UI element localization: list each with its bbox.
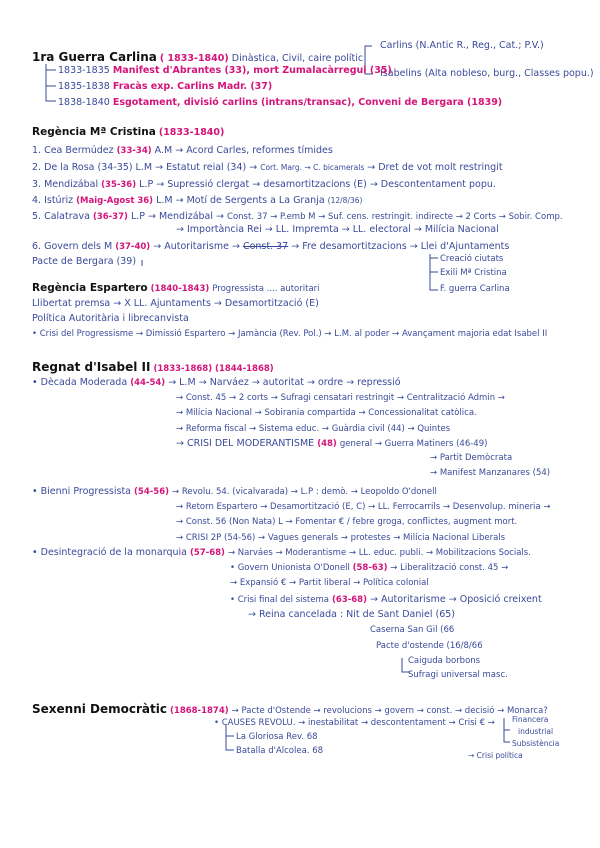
pacte-bergara: Pacte de Bergara (39) — [32, 256, 137, 267]
list-item-continued: → Reforma fiscal → Sistema educ. → Guàrdia civil (44) → Quintes — [176, 424, 451, 434]
list-item: • Dècada Moderada (44-54) → L.M → Narváez → autoritat → ordre → repressió — [32, 377, 401, 388]
list-item-continued: → CRISI DEL MODERANTISME (48) general → Guerra Matiners (46-49) — [176, 438, 488, 449]
date-range: (1833-1868) (1844-1868) — [153, 364, 274, 374]
list-item-continued: → CRISI 2P (54-56) → Vagues generals → protestes → Milícia Nacional Liberals — [176, 533, 506, 543]
result-item: Exili Mª Cristina — [440, 268, 507, 278]
list-item: • Crisi del Progressisme → Dimissió Espartero → Jamància (Rev. Pol.) → L.M. al poder → Avançament majoria edat Isabel II — [32, 329, 548, 339]
list-item-continued: → Manifest Manzanares (54) — [430, 468, 551, 478]
section-title: Regència Espartero — [32, 282, 148, 294]
section-regnat-isabel — [32, 360, 274, 375]
section-regencia-cristina — [32, 127, 224, 138]
list-item-continued: • Crisi final del sistema (63-68) → Autoritarisme → Oposició creixent — [230, 594, 542, 605]
date-range: (1840-1843) — [150, 284, 210, 294]
list-item-continued: Sufragi universal masc. — [408, 670, 508, 680]
list-item: • Bienni Progressista (54-56) → Revolu. 54. (vicalvarada) → L.P : demò. → Leopoldo O'donell — [32, 486, 437, 497]
result-item: F. guerra Carlina — [440, 284, 510, 294]
section-title: Regnat d'Isabel II — [32, 360, 151, 374]
result-item: Creació ciutats — [440, 254, 504, 264]
list-item-continued: Caiguda borbons — [408, 656, 481, 666]
list-item: 2. De la Rosa (34-35) L.M → Estatut reial (34) → Cort. Marg. → C. bicamerals → Dret de vot molt restringit — [32, 162, 503, 173]
list-item-continued: Batalla d'Alcolea. 68 — [236, 746, 324, 756]
section-guerra-carlina — [32, 50, 363, 64]
list-item-continued: Pacte d'ostende (16/8/66 — [376, 641, 483, 651]
list-item: 3. Mendizábal (35-36) L.P → Supressió clergat → desamortitzacions (E) → Descontentament popu. — [32, 179, 496, 190]
section-title: Sexenni Democràtic — [32, 702, 167, 716]
list-item: 1. Cea Bermúdez (33-34) A.M → Acord Carles, reformes tímides — [32, 145, 333, 156]
date-range: ( 1833-1840) — [159, 53, 229, 64]
note-text: Dinàstica, Civil, caire polític — [231, 53, 364, 64]
date-range: (1833-1840) — [158, 127, 225, 138]
list-item-continued: → Reina cancelada : Nit de Sant Daniel (65) — [248, 609, 455, 620]
list-item: 5. Calatrava (36-37) L.P → Mendizábal → Const. 37 → P.emb M → Suf. cens. restringit. indirecte → 2 Corts → Sobir. Comp. — [32, 211, 563, 222]
section-regencia-espartero: Regència Espartero (1840-1843) Progressista .... autoritari — [32, 282, 320, 294]
list-item-continued: → Const. 56 (Non Nata) L → Fomentar € / febre groga, conflictes, augment mort. — [176, 517, 518, 527]
phase-line: 1833-1835 Manifest d'Abrantes (33), mort Zumalacàrregui (35) — [58, 65, 392, 76]
list-item-continued: → Expansió € → Partit liberal → Política colonial — [230, 578, 429, 588]
crisis-item: Subsistència — [512, 739, 560, 748]
list-item-continued: → Importància Rei → LL. Impremta → LL. electoral → Milícia Nacional — [176, 224, 499, 235]
crisis-item: → Crisi política — [468, 751, 523, 760]
list-item-continued: Caserna San Gil (66 — [370, 625, 455, 635]
list-item: Llibertat premsa → X LL. Ajuntaments → Desamortització (E) — [32, 298, 319, 309]
list-item: • CAUSES REVOLU. → inestabilitat → descontentament → Crisi € → — [214, 718, 495, 728]
list-item: 6. Govern dels M (37-40) → Autoritarisme → Const. 37 → Fre desamortitzacions → Llei d'Ajuntaments — [32, 241, 510, 252]
list-item: Política Autoritària i librecanvista — [32, 313, 189, 324]
list-item-continued: La Gloriosa Rev. 68 — [236, 732, 318, 742]
crisis-item: industrial — [518, 727, 554, 736]
list-item-continued: → Partit Demòcrata — [430, 453, 513, 463]
branch-carlins: Carlins (N.Antic R., Reg., Cat.; P.V.) — [380, 40, 544, 51]
phase-line: 1838-1840 Esgotament, divisió carlins (intrans/transac), Conveni de Bergara (1839) — [58, 97, 503, 108]
crisis-item: Financera — [512, 715, 549, 724]
list-item-continued: → Retorn Espartero → Desamortització (E, C) → LL. Ferrocarrils → Desenvolup. mineria → — [176, 502, 551, 512]
date-range: (1868-1874) — [170, 706, 229, 716]
list-item-continued: → Const. 45 → 2 corts → Sufragi censatari restringit → Centralització Admin → — [176, 393, 505, 403]
list-item: • Desintegració de la monarquia (57-68) → Narváes → Moderantisme → LL. educ. publi. → Mobilitzacions Socials. — [32, 547, 531, 558]
section-title: Regència Mª Cristina — [32, 126, 156, 138]
list-item-continued: → Milícia Nacional → Sobirania compartida → Concessionalitat catòlica. — [176, 408, 477, 418]
list-item: 4. Istúriz (Maig-Agost 36) L.M → Motí de Sergents a La Granja (12/8/36) — [32, 195, 363, 206]
list-item-continued: • Govern Unionista O'Donell (58-63) → Liberalització const. 45 → — [230, 563, 509, 573]
phase-line: 1835-1838 Fracàs exp. Carlins Madr. (37) — [58, 81, 273, 92]
section-sexenni-democratic: Sexenni Democràtic (1868-1874) → Pacte d'Ostende → revolucions → govern → const. → decisió → Monarca? — [32, 702, 548, 716]
branch-isabelins: Isabelins (Alta nobleso, burg., Classes popu.) — [380, 68, 594, 79]
section-title: 1ra Guerra Carlina — [32, 50, 157, 64]
